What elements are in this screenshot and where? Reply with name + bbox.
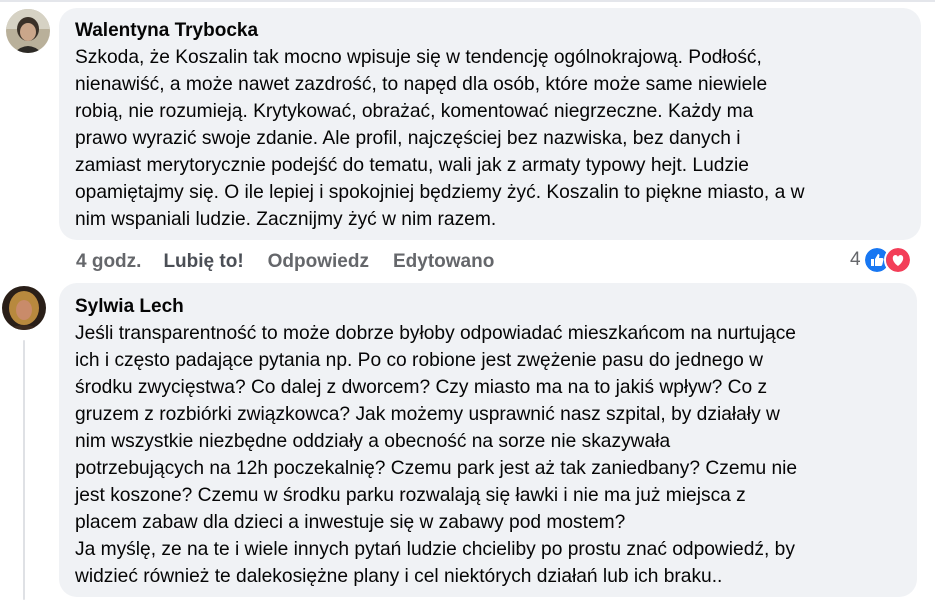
love-icon bbox=[884, 246, 912, 274]
reaction-count: 4 bbox=[850, 249, 861, 270]
comment-bubble bbox=[59, 8, 921, 240]
reply-thread-line bbox=[23, 340, 25, 600]
like-button[interactable]: Lubię to! bbox=[163, 251, 244, 272]
avatar-walentyna[interactable] bbox=[6, 9, 50, 53]
comment-timestamp[interactable]: 4 godz. bbox=[76, 251, 142, 272]
comment-author[interactable]: Walentyna Trybocka bbox=[75, 20, 259, 41]
comment-text: Szkoda, że Koszalin tak mocno wpisuje się w tendencję ogólnokrajową. Podłość, nienawiść, a może nawet zazdrość, to napęd dla osób, które może same niewiele robią, nie rozumieją. Krytykować, obrażać, komentować niegrzeczne. Każdy ma prawo wyrazić swoje zdanie. Ale profil, najczęściej bez nazwiska, bez danych i zamiast merytorycznie podejść do tematu, wali jak z armaty typowy hejt. Ludzie opamiętajmy się. O ile lepiej i spokojniej będziemy żyć. Koszalin to piękne miasto, a w nim wspaniali ludzie. Zacznijmy żyć w nim razem. bbox=[75, 47, 805, 230]
comment-text: Jeśli transparentność to może dobrze byłoby odpowiadać mieszkańcom na nurtujące ich i często padające pytania np. Po co robione jest zwężenie pasu do jednego w środku zwycięstwa? Co dalej z dworcem? Czy miasto ma na to jakiś wpływ? Co z gruzem z rozbiórki związkowca? Jak możemy usprawnić nasz szpital, by działały w nim wszystkie niezbędne oddziały a obecność na sorze nie skazywała potrzebujących na 12h poczekalnię? Czemu park jest aż tak zaniedbany? Czemu nie jest koszone? Czemu w środku parku rozwalają się ławki i nie ma już miejsca z placem zabaw dla dzieci a inwestuje się w zabawy pod mostem? Ja myślę, ze na te i wiele innych pytań ludzie chcieliby po prostu znać odpowiedź, by widzieć również te dalekosiężne plany i cel niektórych działań lub ich braku.. bbox=[75, 323, 798, 587]
comment-author[interactable]: Sylwia Lech bbox=[75, 296, 184, 317]
reply-button[interactable]: Odpowiedz bbox=[267, 251, 369, 272]
reaction-summary[interactable] bbox=[850, 246, 912, 274]
edited-label[interactable]: Edytowano bbox=[392, 251, 495, 272]
avatar-sylwia[interactable] bbox=[2, 286, 46, 330]
comment-bubble bbox=[59, 283, 917, 597]
top-divider bbox=[0, 0, 935, 2]
comment-actions bbox=[76, 250, 518, 274]
